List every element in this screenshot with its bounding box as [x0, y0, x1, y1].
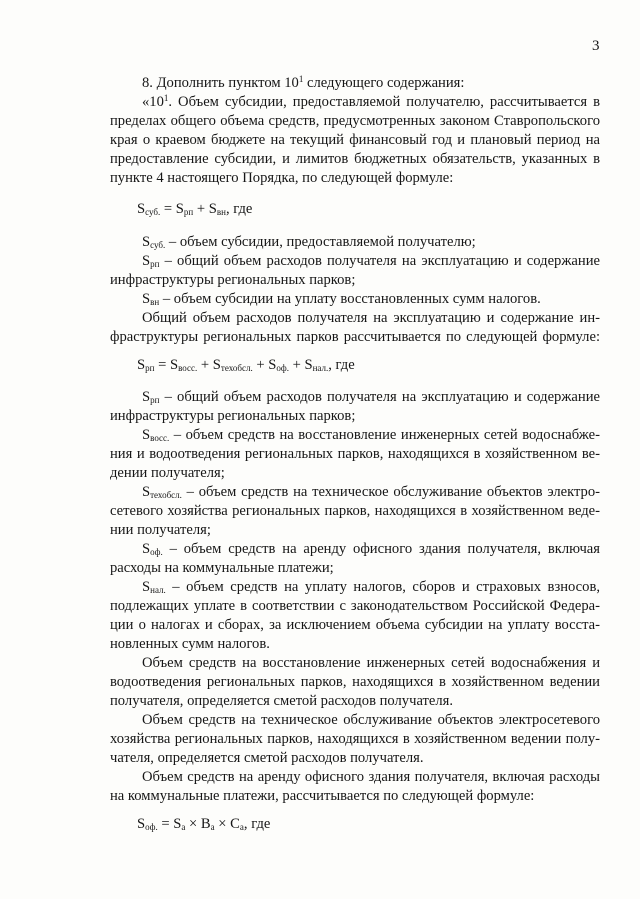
text-line: пункте 4 настоящего Порядка, по следующей формуле:	[110, 170, 454, 186]
subscript: оф.	[145, 822, 158, 832]
text-line: Объем средств на аренду офисного здания получателя, включая расходы	[142, 769, 600, 785]
text-line: инфраструктуры региональных парков;	[110, 272, 356, 288]
text-line: «$10^1$. Объем субсидии, предоставляемой получателю, рассчитывается в	[142, 93, 600, 110]
text-line: дении получателя;	[110, 465, 225, 481]
subscript: рп	[150, 395, 160, 405]
subscript: вн	[216, 207, 226, 217]
text-line: пределах общего объема средств, предусмотренных законом Ставропольского	[110, 113, 600, 129]
subscript: техобсл.	[220, 363, 253, 373]
page-number: 3	[592, 38, 600, 54]
text-line: $S_{рп}$ – общий объем расходов получателя на эксплуатацию и содержание	[142, 389, 600, 405]
subscript: рп	[145, 363, 155, 373]
text-line: фраструктуры региональных парков рассчитывается по следующей формуле:	[110, 329, 600, 345]
subscript: восс.	[150, 433, 170, 443]
text-line: сетевого хозяйства региональных парков, находящихся в хозяйственном веде-	[110, 503, 600, 519]
subscript: восс.	[178, 363, 198, 373]
text-line: водоотведения региональных парков, находящихся в хозяйственном ведении	[110, 674, 600, 690]
subscript: а	[239, 822, 244, 832]
subscript: оф.	[150, 547, 163, 557]
formula-line: $S_{суб.} = S_{рп} + S_{вн}$, где	[137, 201, 253, 217]
text-line: $S_{рп}$ – общий объем расходов получателя на эксплуатацию и содержание	[142, 253, 600, 269]
subscript: суб.	[145, 207, 161, 217]
text-line: $S_{вн}$ – объем субсидии на уплату восстановленных сумм налогов.	[142, 291, 541, 307]
text-line: ции о налогах и сборах, за исключением объема субсидии на уплату восста-	[110, 617, 600, 633]
text-line: нии получателя;	[110, 522, 211, 538]
subscript: оф.	[276, 363, 289, 373]
text-line: ния и водоотведения региональных парков, находящихся в хозяйственном ве-	[110, 446, 600, 462]
superscript: 1	[163, 93, 169, 103]
subscript: а	[210, 822, 215, 832]
formula-line: $S_{рп} = S_{восс.} + S_{техобсл.} + S_{оф.} + S_{нал.}$, где	[137, 357, 355, 373]
subscript: нал.	[312, 363, 329, 373]
text-line: подлежащих уплате в соответствии с законодательством Российской Федера-	[110, 598, 600, 614]
text-line: $S_{техобсл.}$ – объем средств на техническое обслуживание объектов электро-	[142, 484, 600, 500]
text-line: на коммунальные платежи, рассчитывается по следующей формуле:	[110, 788, 535, 804]
superscript: 1	[298, 74, 304, 84]
text-line: $S_{суб.}$ – объем субсидии, предоставляемой получателю;	[142, 234, 476, 250]
text-line: инфраструктуры региональных парков;	[110, 408, 356, 424]
subscript: а	[181, 822, 186, 832]
text-line: хозяйства региональных парков, находящихся в хозяйственном ведении полу-	[110, 731, 600, 747]
subscript: рп	[183, 207, 194, 217]
text-line: Объем средств на техническое обслуживание объектов электросетевого	[142, 712, 600, 728]
text-line: 8. Дополнить пунктом $10^1$ следующего содержания:	[142, 74, 465, 91]
text-line: $S_{восс.}$ – объем средств на восстановление инженерных сетей водоснабже-	[142, 427, 600, 443]
subscript: нал.	[150, 585, 166, 595]
text-line: предоставление субсидии, и лимитов бюджетных обязательств, указанных в	[110, 151, 600, 167]
text-line: новленных сумм налогов.	[110, 636, 270, 652]
text-line: чателя, определяется сметой расходов получателя.	[110, 750, 424, 766]
text-line: Общий объем расходов получателя на эксплуатацию и содержание ин-	[142, 310, 600, 326]
text-line: Объем средств на восстановление инженерных сетей водоснабжения и	[142, 655, 600, 671]
text-line: получателя, определяется сметой расходов получателя.	[110, 693, 454, 709]
text-line: края о краевом бюджете на текущий финансовый год и плановый период на	[110, 132, 600, 148]
text-line: $S_{оф.}$ – объем средств на аренду офисного здания получателя, включая	[142, 541, 600, 557]
subscript: рп	[150, 259, 160, 269]
subscript: вн	[150, 297, 160, 307]
formula-line: $S_{оф.} = S_а \times В_а \times С_а$, где	[137, 816, 271, 832]
text-line: расходы на коммунальные платежи;	[110, 560, 334, 576]
text-line: $S_{нал.}$ – объем средств на уплату налогов, сборов и страховых взносов,	[142, 579, 600, 595]
subscript: суб.	[150, 240, 166, 250]
subscript: техобсл.	[150, 490, 182, 500]
